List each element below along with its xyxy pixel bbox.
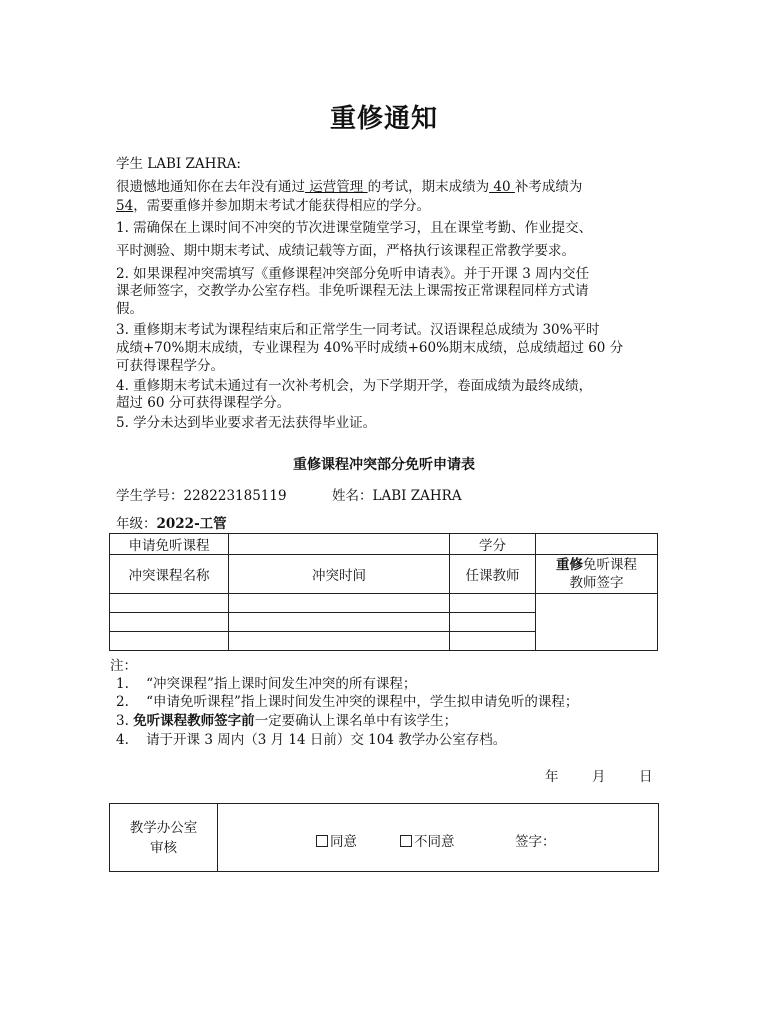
col-conflict-time: 冲突时间: [229, 555, 450, 594]
credit-label: 学分: [450, 534, 536, 555]
teacher-cell: [450, 594, 536, 613]
agree-checkbox[interactable]: [316, 835, 328, 847]
disagree-option[interactable]: [400, 830, 455, 850]
notice-line: 平时测验、期中期末考试、成绩记载等方面，严格执行该课程正常教学要求。: [116, 243, 575, 259]
table-header-row: [110, 555, 658, 594]
date-day: 日: [639, 769, 653, 785]
col-sign-bold: 重修: [556, 557, 583, 573]
name-label: 姓名：: [332, 488, 373, 504]
student-id-label: 学生学号：: [116, 488, 184, 504]
notice-line: 可获得课程学分。: [116, 358, 224, 374]
intro-text-3: 补考成绩为: [514, 179, 583, 195]
conflict-time-cell: [229, 594, 450, 613]
makeup-score: 54: [116, 198, 134, 214]
office-label-line1: 教学办公室: [129, 819, 198, 836]
note-number: 2.: [116, 694, 129, 710]
signature-label: 签字：: [515, 834, 556, 850]
notice-line: 4. 重修期末考试未通过有一次补考机会，为下学期开学，卷面成绩为最终成绩，: [116, 378, 593, 394]
note-bold-text: 免听课程教师签字前: [133, 713, 255, 729]
col-sign-rest: 免听课程: [583, 557, 637, 573]
grade-row: [116, 512, 227, 532]
notice-line: 1. 需确保在上课时间不冲突的节次进课堂随堂学习，且在课堂考勤、作业提交、: [116, 220, 593, 236]
notice-line: 2. 如果课程冲突需填写《重修课程冲突部分免听申请表》。并于开课 3 周内交任: [116, 266, 590, 282]
note-text: 一定要确认上课名单中有该学生；: [254, 713, 458, 729]
apply-course-label: 申请免听课程: [110, 534, 229, 555]
note-text: “冲突课程”指上课时间发生冲突的所有课程；: [146, 676, 417, 692]
note-item: [116, 728, 506, 748]
agree-label: 同意: [330, 834, 357, 850]
office-label-line2: 审核: [150, 839, 177, 856]
note-number: 1.: [116, 676, 129, 692]
course-name-cell: [110, 613, 229, 632]
note-text: “申请免听课程”指上课时间发生冲突的课程中，学生拟申请免听的课程；: [146, 694, 579, 710]
col-teacher-signature: [536, 555, 658, 594]
intro-text-2: 的考试，期末成绩为: [367, 179, 490, 195]
disagree-checkbox[interactable]: [400, 835, 412, 847]
conflict-time-cell: [229, 613, 450, 632]
note-text: 请于开课 3 周内（3 月 14 日前）交 104 教学办公室存档。: [146, 732, 507, 748]
intro-text-4: ，需要重修并参加期末考试才能获得相应的学分。: [133, 198, 431, 214]
course-name-cell: [110, 632, 229, 651]
note-number: 3.: [116, 713, 129, 729]
notice-line: 超过 60 分可获得课程学分。: [116, 395, 291, 411]
final-score: 40: [489, 179, 515, 195]
notice-line: 课老师签字，交教学办公室存档。非免听课程无法上课需按正常课程同样方式请: [116, 283, 589, 299]
grade-label: 年级：: [116, 516, 157, 532]
conflict-time-cell: [229, 632, 450, 651]
exemption-table: [109, 533, 658, 651]
office-review-label: [110, 804, 218, 871]
intro-line-2: [116, 194, 430, 214]
apply-course-cell: [229, 534, 450, 555]
greeting: 学生 LABI ZAHRA:: [116, 156, 241, 172]
notice-line: 3. 重修期末考试为课程结束后和正常学生一同考试。汉语课程总成绩为 30%平时: [116, 322, 600, 338]
student-id: 228223185119: [183, 488, 287, 504]
form-title: 重修课程冲突部分免听申请表: [293, 457, 475, 473]
notice-line: 5. 学分未达到毕业要求者无法获得毕业证。: [116, 415, 377, 431]
date-year: 年: [545, 769, 559, 785]
grade-value: 2022-工管: [156, 516, 227, 532]
disagree-label: 不同意: [414, 834, 455, 850]
course-name-cell: [110, 594, 229, 613]
name-row: [332, 484, 462, 504]
table-row: [110, 534, 658, 555]
notice-title: 重修通知: [329, 104, 438, 134]
student-id-row: [116, 484, 287, 504]
notes-label: 注：: [110, 658, 137, 674]
intro-text-1: 很遗憾地通知你在去年没有通过: [116, 179, 305, 195]
note-item: [116, 709, 457, 729]
col-course-name: 冲突课程名称: [110, 555, 229, 594]
teacher-cell: [450, 613, 536, 632]
col-teacher: 任课教师: [450, 555, 536, 594]
notice-line: 假。: [116, 301, 143, 317]
note-item: [116, 690, 578, 710]
office-review-box: [109, 803, 659, 872]
teacher-cell: [450, 632, 536, 651]
course-name: 运营管理: [305, 179, 368, 195]
notice-line: 成绩+70%期末成绩，专业课程为 40%平时成绩+60%期末成绩，总成绩超过 60 分: [116, 340, 624, 356]
date-month: 月: [592, 769, 606, 785]
agree-option[interactable]: [316, 830, 357, 850]
table-row: [110, 594, 658, 613]
note-item: [116, 672, 416, 692]
note-number: 4.: [116, 732, 129, 748]
signature-cell: [536, 594, 658, 651]
intro-line-1: [116, 175, 582, 195]
col-sign-line2: 教师签字: [569, 575, 624, 591]
credit-cell: [536, 534, 658, 555]
student-name: LABI ZAHRA: [372, 488, 462, 504]
